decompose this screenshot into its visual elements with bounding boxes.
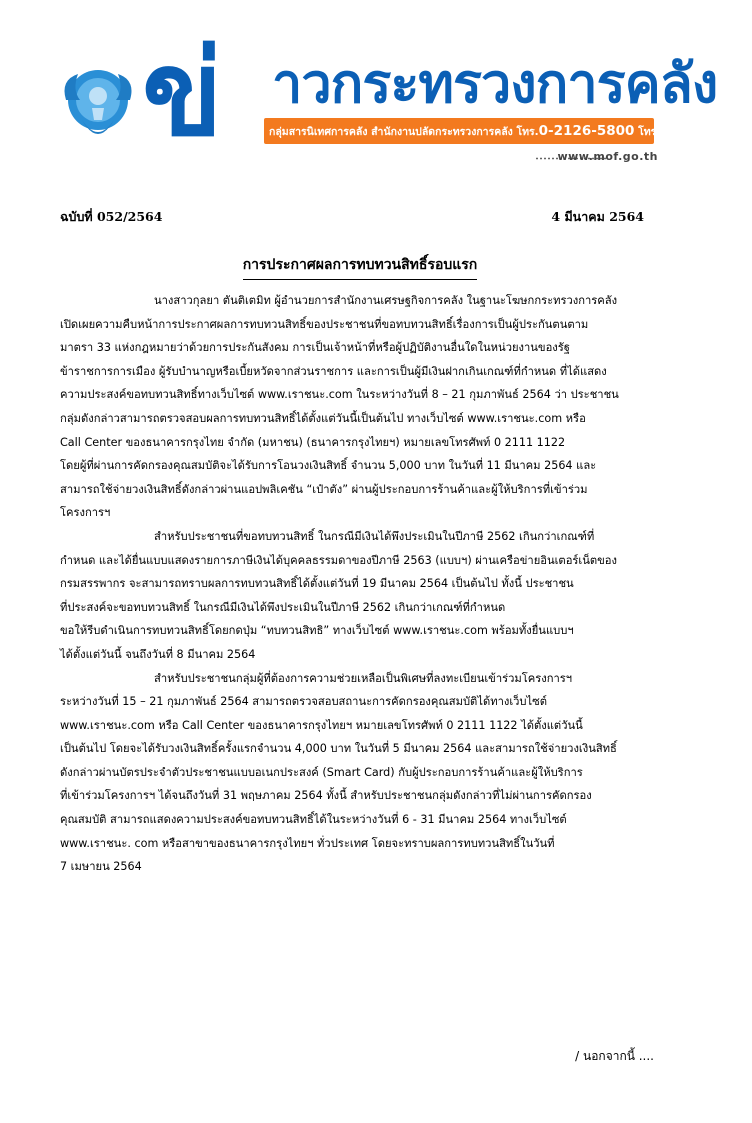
contact-fax: โทรสาร 0-2273-9763 — [638, 126, 752, 138]
text-line: เปิดเผยความคืบหน้าการประกาศผลการทบทวนสิทธิ์ของประชาชนที่ขอทบทวนสิทธิ์เรื่องการเป็นผู้ประกันตนตาม — [60, 317, 589, 331]
text-line: ที่เข้าร่วมโครงการฯ ได้จนถึงวันที่ 31 พฤษภาคม 2564 ทั้งนี้ สำหรับประชาชนกลุ่มดังกล่าวที่ไม่ผ่านการคัดกรอง — [60, 789, 592, 803]
website-link[interactable]: www.mof.go.th — [557, 150, 658, 163]
text-line: ข้าราชการการเมือง ผู้รับบำนาญหรือเบี้ยหวัดจากส่วนราชการ และการเป็นผู้มีเงินฝากเกินเกณฑ์ที่กำหนด ที่ได้แสดง — [60, 364, 607, 378]
text-line: สำหรับประชาชนที่ขอทบทวนสิทธิ์ ในกรณีมีเงินได้พึงประเมินในปีภาษี 2562 เกินกว่าเกณฑ์ที่ — [154, 529, 595, 543]
text-line: โดยผู้ที่ผ่านการคัดกรองคุณสมบัติจะได้รับการโอนวงเงินสิทธิ์ จำนวน 5,000 บาท ในวันที่ 11 มีนาคม 2564 และ — [60, 459, 597, 473]
continuation-note: / นอกจากนี้ .... — [575, 1049, 654, 1063]
text-line: สำหรับประชาชนกลุ่มผู้ที่ต้องการความช่วยเหลือเป็นพิเศษที่ลงทะเบียนเข้าร่วมโครงการฯ — [154, 671, 573, 685]
text-line: คุณสมบัติ สามารถแสดงความประสงค์ขอทบทวนสิทธิ์ได้ในระหว่างวันที่ 6 - 31 มีนาคม 2564 ทางเว็บไซต์ — [60, 813, 567, 827]
text-line: นางสาวกุลยา ตันติเตมิท ผู้อำนวยการสำนักงานเศรษฐกิจการคลัง ในฐานะโฆษกกระทรวงการคลัง — [154, 294, 618, 307]
letterhead — [50, 24, 752, 170]
text-line: ขอให้รีบดำเนินการทบทวนสิทธิ์โดยกดปุ่ม “ทบทวนสิทธิ” ทางเว็บไซต์ www.เราชนะ.com พร้อมทั้งยื่นแบบฯ — [60, 624, 574, 638]
text-line: มาตรา 33 แห่งกฎหมายว่าด้วยการประกันสังคม การเป็นเจ้าหน้าที่หรือผู้ปฏิบัติงานอื่นใดในหน่วยงานของรัฐ — [60, 341, 570, 355]
text-line: ความประสงค์ขอทบทวนสิทธิ์ทางเว็บไซต์ www.เราชนะ.com ในระหว่างวันที่ 8 – 21 กุมภาพันธ์ 2564 ว่า ประชาชน — [60, 388, 619, 402]
garuda-emblem-icon — [58, 60, 138, 150]
paragraph — [60, 667, 654, 879]
contact-phone: 0-2126-5800 — [538, 123, 635, 139]
issue-line — [60, 207, 644, 227]
issue-number: ฉบับที่ 052/2564 — [60, 209, 163, 224]
document-title — [0, 254, 720, 280]
newsletter-title: าวกระทรวงการคลัง — [272, 52, 718, 115]
text-line: สามารถใช้จ่ายวงเงินสิทธิ์ดังกล่าวผ่านแอปพลิเคชัน “เป๋าตัง” ผ่านผู้ประกอบการร้านค้าและผู้ให้บริการที่เข้าร่วม — [60, 482, 588, 496]
paragraph — [60, 289, 654, 525]
text-line: เป็นต้นไป โดยจะได้รับวงเงินสิทธิ์ครั้งแรกจำนวน 4,000 บาท ในวันที่ 5 มีนาคม 2564 และสามารถใช้จ่ายวงเงินสิทธิ์ — [60, 742, 617, 756]
text-line: ระหว่างวันที่ 15 – 21 กุมภาพันธ์ 2564 สามารถตรวจสอบสถานะการคัดกรองคุณสมบัติได้ทางเว็บไซต์ — [60, 695, 548, 709]
text-line: Call Center ของธนาคารกรุงไทย จำกัด (มหาชน) (ธนาคารกรุงไทยฯ) หมายเลขโทรศัพท์ 0 2111 1122 — [60, 435, 566, 449]
text-line: กำหนด และได้ยื่นแบบแสดงรายการภาษีเงินได้บุคคลธรรมดาของปีภาษี 2563 (แบบฯ) ผ่านเครือข่ายอินเตอร์เน็ตของ — [60, 553, 617, 567]
contact-line — [269, 123, 752, 140]
text-line: 7 เมษายน 2564 — [60, 860, 142, 874]
text-line: www.เราชนะ.com หรือ Call Center ของธนาคารกรุงไทยฯ หมายเลขโทรศัพท์ 0 2111 1122 ได้ตั้งแต่วันนี้ — [60, 718, 583, 732]
document-title-text: การประกาศผลการทบทวนสิทธิ์รอบแรก — [243, 254, 478, 280]
text-line: กรมสรรพากร จะสามารถทราบผลการทบทวนสิทธิ์ได้ตั้งแต่วันที่ 19 มีนาคม 2564 เป็นต้นไป ทั้งนี้ ประชาชน — [60, 577, 574, 591]
text-line: ที่ประสงค์จะขอทบทวนสิทธิ์ ในกรณีมีเงินได้พึงประเมินในปีภาษี 2562 เกินกว่าเกณฑ์ที่กำหนด — [60, 600, 506, 614]
paragraph — [60, 525, 654, 667]
body-text — [60, 289, 654, 879]
text-line: ได้ตั้งแต่วันนี้ จนถึงวันที่ 8 มีนาคม 2564 — [60, 647, 256, 661]
text-line: ดังกล่าวผ่านบัตรประจำตัวประชาชนแบบอเนกประสงค์ (Smart Card) กับผู้ประกอบการร้านค้าและผู้ให้บริการ — [60, 765, 583, 779]
contact-prefix: กลุ่มสารนิเทศการคลัง สำนักงานปลัดกระทรวงการคลัง โทร. — [269, 126, 539, 138]
text-line: www.เราชนะ. com หรือสาขาของธนาคารกรุงไทยฯ ทั่วประเทศ โดยจะทราบผลการทบทวนสิทธิ์ในวันที่ — [60, 836, 555, 850]
text-line: กลุ่มดังกล่าวสามารถตรวจสอบผลการทบทวนสิทธิ์ได้ตั้งแต่วันนี้เป็นต้นไป ทางเว็บไซต์ www.เราชนะ.com หรือ — [60, 411, 586, 425]
issue-date: 4 มีนาคม 2564 — [551, 209, 644, 224]
title-initial: ข่ — [142, 24, 217, 162]
text-line: โครงการฯ — [60, 506, 111, 520]
